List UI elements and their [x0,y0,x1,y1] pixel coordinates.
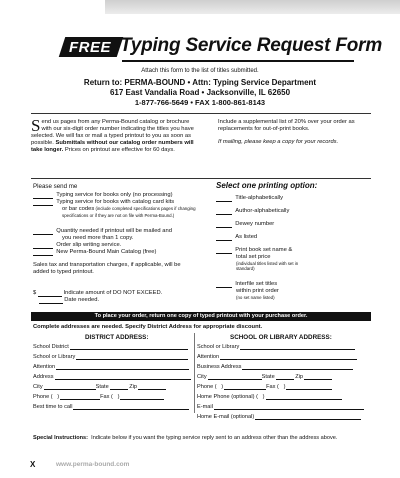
school-attention-input[interactable] [220,359,357,360]
printing-option-heading: Select one printing option: [216,181,318,190]
district-city-state-zip [33,384,166,390]
business-address-input[interactable] [242,369,353,370]
school-business-address [197,364,353,370]
best-time-input[interactable] [73,409,189,410]
field-label: Address [33,374,54,380]
field-label: Business Address [197,364,242,370]
field-label: Phone ( [33,394,53,400]
district-school-library [33,354,188,360]
free-label: FREE [69,39,112,56]
school-attention [197,354,357,360]
option-quantity-cont [62,235,212,242]
field-label: City [33,384,43,390]
option-label: Interfile set titles [235,281,278,287]
field-label: E-mail [197,404,213,410]
option-label: Typing service for books only (no processing) [56,192,173,198]
print-dewey [216,221,274,228]
school-city-state-zip [197,374,332,380]
district-attention-input[interactable] [56,369,189,370]
option-typing-card-kits [33,199,208,206]
print-set-name [216,247,292,254]
option-label: As listed [235,234,258,240]
mailing-note: If mailing, please keep a copy for your records. [218,139,339,146]
field-label: Best time to call [33,404,73,410]
school-home-email [197,414,361,420]
section-divider [31,178,371,179]
drop-cap: S [31,116,41,135]
specifications-note: (include completed specifications pages if changing specifications or if they are not on file with Perma-Bound.) [62,206,196,218]
option-label: Typing service for books with catalog card kits [56,199,175,205]
field-label: Attention [33,364,56,370]
date-blank[interactable] [39,303,63,304]
field-label: ) [117,394,120,400]
dollar-sign: $ [33,290,37,296]
field-label: State [95,384,109,390]
field-label: Zip [295,374,304,380]
special-instructions-text: Indicate below if you want the typing service reply sent to an address other than the address above. [91,435,338,441]
district-fax-input[interactable] [120,399,164,400]
option-label: Quantity needed if printout will be mailed and [56,228,172,234]
option-label: or bar codes [62,206,95,212]
email-input[interactable] [214,409,364,410]
print-author-alpha [216,208,289,215]
intro-right-paragraph [218,119,368,146]
option-blank[interactable] [33,234,53,235]
form-title: Typing Service Request Form [120,35,383,56]
school-email [197,404,364,410]
print-interfile-note: (no set name listed) [236,295,275,300]
option-label: New Perma-Bound Main Catalog (free) [56,249,157,255]
field-label: ) [221,384,224,390]
complete-address-note: Complete addresses are needed. Specify District Address for appropriate discount. [33,324,263,330]
district-zip-input[interactable] [138,389,166,390]
supplemental-text: Include a supplemental list of 20% over your order as replacements for out-of-print books. [218,119,355,133]
district-city-input[interactable] [44,389,96,390]
district-address [33,374,191,380]
return-address: 617 East Vandalia Road • Jacksonville, IL 62650 [109,88,291,97]
intro-left-text: end us pages from any Perma-Bound catalog or brochure with our six-digit order number indicating the titles you have selected. We will fax or mail a typed printout to you as soon as possible. [31,119,194,147]
option-main-catalog [33,249,208,256]
attach-instruction: Attach this form to the list of titles submitted. [141,68,259,74]
column-divider [194,333,195,413]
print-set-name-cont: total set price [236,254,271,260]
option-label: Print book set name & [235,247,293,253]
field-label: Zip [129,384,138,390]
district-address-heading: DISTRICT ADDRESS: [85,334,149,341]
field-label: Phone ( [197,384,217,390]
option-quantity [33,228,208,235]
field-label: School or Library [33,354,76,360]
school-address-heading: SCHOOL OR LIBRARY ADDRESS: [230,334,332,341]
district-phone-input[interactable] [60,399,100,400]
option-label: Title-alphabetically [235,195,284,201]
home-phone-input[interactable] [266,399,342,400]
school-phone-input[interactable] [224,389,266,390]
field-label: ) [57,394,60,400]
option-blank[interactable] [216,240,232,241]
page-number: X [30,460,36,469]
field-label: State [261,374,275,380]
school-fax-input[interactable] [286,389,332,390]
return-to-line: Return to: PERMA-BOUND • Attn: Typing Service Department [83,78,317,87]
option-label: you need more than 1 copy. [62,235,134,241]
district-phone-fax [33,394,164,400]
district-school-district [33,344,188,350]
district-best-time [33,404,189,410]
school-city-input[interactable] [208,379,262,380]
field-label: ) [283,384,286,390]
district-address-input[interactable] [55,379,191,380]
school-school-library [197,344,355,350]
amount-row [33,290,213,297]
option-blank[interactable] [216,253,232,254]
field-label: Home E-mail (optional) [197,414,255,420]
option-blank[interactable] [216,287,232,288]
school-phone-fax [197,384,332,390]
home-email-input[interactable] [255,419,361,420]
school-home-phone [197,394,342,400]
option-blank[interactable] [33,255,53,256]
field-label: Home Phone (optional) ( [197,394,258,400]
intro-left-bold: Submittals without our catalog order numbers will take longer. [31,140,194,154]
field-label: Attention [197,354,220,360]
phone-fax-line: 1-877-766-5649 • FAX 1-800-861-8143 [134,98,266,107]
print-as-listed [216,234,257,241]
option-blank[interactable] [216,227,232,228]
footer-url: www.perma-bound.com [56,461,130,468]
print-set-name-note: (individual titles listed with set in standard) [236,261,299,271]
print-interfile-cont: within print order [236,288,279,294]
please-send-label: Please send me [33,183,78,190]
option-blank[interactable] [216,214,232,215]
option-typing-books-only [33,192,208,199]
field-label: Fax ( [266,384,279,390]
print-interfile [216,281,277,288]
sales-tax-note: Sales tax and transportation charges, if applicable, will be added to typed printout. [33,262,181,275]
amount-label: Indicate amount of DO NOT EXCEED. [63,290,163,296]
option-label: Order slip writing service. [56,242,122,248]
form-header [58,33,383,63]
date-row [33,297,213,304]
intro-left-paragraph [31,116,196,154]
school-state-input[interactable] [276,379,294,380]
special-instructions-label: Special Instructions: [33,435,89,441]
option-label: Author-alphabetically [235,208,290,214]
district-state-input[interactable] [110,389,128,390]
scan-top-strip [105,0,400,14]
order-instruction-banner: To place your order, return one copy of typed printout with your purchase order. [31,312,371,321]
print-title-alpha [216,195,283,202]
option-blank[interactable] [216,201,232,202]
district-attention [33,364,189,370]
header-rule [122,60,354,62]
section-divider [31,113,371,114]
intro-left-text-2: Prices on printout are effective for 60 days. [63,147,175,154]
school-district-input[interactable] [70,349,188,350]
option-blank[interactable] [33,205,53,206]
field-label: City [197,374,207,380]
field-label: School or Library [197,344,240,350]
district-library-input[interactable] [76,359,188,360]
school-zip-input[interactable] [304,379,332,380]
left-gutter [0,0,22,478]
date-label: Date needed. [64,297,100,303]
special-instructions [33,435,337,441]
field-label: Fax ( [100,394,113,400]
school-library-input[interactable] [240,349,355,350]
option-label: Dewey number [235,221,275,227]
option-order-slip [33,242,208,249]
option-bar-codes-note [62,206,217,219]
field-label: ) [262,394,265,400]
field-label: School District [33,344,69,350]
